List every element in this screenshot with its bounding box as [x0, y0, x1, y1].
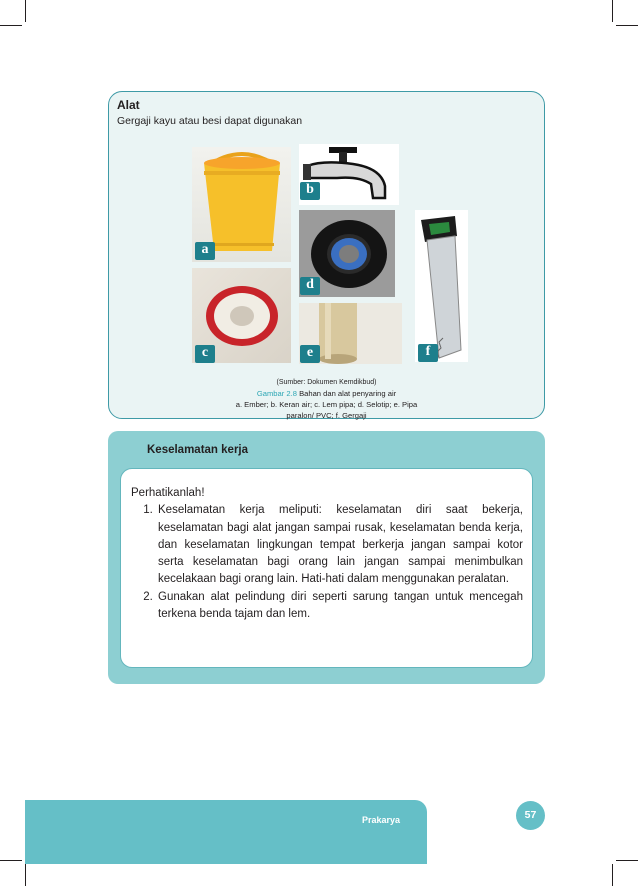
alat-title: Alat [117, 98, 140, 112]
safety-text [131, 485, 523, 623]
figure-title: Bahan dan alat penyaring air [299, 389, 397, 398]
crop-mark [612, 0, 613, 22]
label-f: f [418, 344, 438, 362]
crop-mark [25, 0, 26, 22]
footer-band [25, 800, 427, 864]
safety-title: Keselamatan kerja [147, 444, 249, 456]
crop-mark [616, 25, 638, 26]
figure-items-line2: paralon/ PVC; f. Gergaji [286, 411, 367, 420]
label-a: a [195, 242, 215, 260]
safety-content-box [120, 468, 533, 668]
crop-mark [612, 864, 613, 886]
figure-items-line1: a. Ember; b. Keran air; c. Lem pipa; d. Selotip; e. Pipa [235, 400, 418, 409]
safety-item: 2. Gunakan alat pelindung diri seperti sarung tangan untuk mencegah terkena benda tajam dan lem. [156, 589, 523, 624]
page-number: 57 [516, 801, 545, 830]
crop-mark [0, 860, 22, 861]
crop-mark [0, 25, 22, 26]
figure-source: (Sumber: Dokumen Kemdikbud) [276, 379, 377, 386]
alat-description: Gergaji kayu atau besi dapat digunakan [117, 115, 303, 127]
crop-mark [25, 864, 26, 886]
label-c: c [195, 345, 215, 363]
saw-photo [415, 210, 468, 362]
safety-item: 1. Keselamatan kerja meliputi: keselamatan diri saat bekerja, keselamatan bagi alat jangan sampai rusak, keselamatan benda kerja, dan keselamatan lingkungan tempat berkerja jangan sampai kotor serta keselamatan bagi orang lain jangan sampai menimbulkan kecelakaan bagi orang lain. Hati-hati dalam menggunakan peralatan. [156, 502, 523, 588]
alat-box [108, 91, 545, 419]
label-b: b [300, 182, 320, 200]
label-e: e [300, 345, 320, 363]
safety-intro: Perhatikanlah! [131, 487, 205, 499]
figure-label: Gambar 2.8 [256, 389, 297, 398]
safety-box [108, 431, 545, 684]
label-d: d [300, 277, 320, 295]
figure-title-line [109, 388, 544, 399]
figure-caption [109, 377, 544, 421]
saw-icon [415, 210, 468, 362]
safety-list [131, 502, 523, 623]
crop-mark [616, 860, 638, 861]
footer-subject: Prakarya [362, 815, 401, 825]
